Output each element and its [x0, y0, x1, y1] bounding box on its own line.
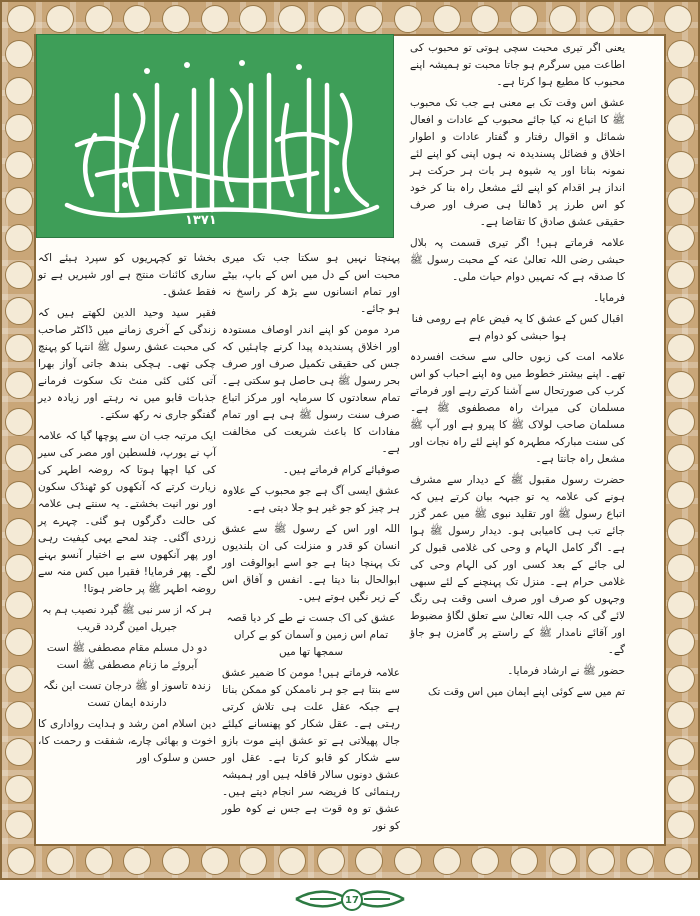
paragraph: عشق اس وقت تک بے معنی ہے جب تک محبوب ﷺ کا اتباع نہ کیا جائے محبوب کے عادات و افعال شمائل و اقوال رفتار و گفتار عادات و اطوار اخلاق و فضائل پسندیدہ نہ ہوں اپنی کو اپنے لئے نمونہ بنانا اور یہ شیوہ ہر بات ہر حرکت ہر انداز ہر اقدام کو اپنے لئے مشعل راہ بنا کر خود کو اس طرز پر ڈھالنا ہی صرف اور صرف حقیقی عشق صادق کا تقاضا ہے۔: [410, 97, 625, 228]
paragraph: یعنی اگر تیری محبت سچی ہوتی تو محبوب کی اطاعت میں سرگرم ہو جاتا محبت تو ہمیشہ اپنے محبوب کا مطیع ہوا کرتا ہے۔: [410, 42, 625, 88]
border-tile: [667, 738, 695, 766]
border-tile: [667, 481, 695, 509]
paragraph: فرمایا۔: [593, 292, 625, 304]
border-tile: [5, 77, 33, 105]
border-tile: [239, 847, 267, 875]
paragraph: مرد مومن کو اپنے اندر اوصاف مستودہ اور اخلاق پسندیدہ پیدا کرنے چاہئیں کہ جس کی حقیقی تکمیل صرف اور صرف بحر رسول ﷺ ہی حاصل ہو سکتی ہے۔ تمام سعادتوں کا سرمایہ اور مرکز اتباع صرف سنت رسول ﷺ ہی ہے اور تمام مفادات کا باعث شریعت کی مخالفت ہے۔: [222, 324, 400, 455]
border-tile: [5, 224, 33, 252]
border-tile: [667, 334, 695, 362]
calligraphy-artwork-icon: [37, 35, 394, 238]
border-tile: [5, 371, 33, 399]
paragraph: علامہ فرماتے ہیں! اگر تیری قسمت پہ بلال حبشی رضی اللہ تعالیٰ عنہ کے محبت رسول ﷺ کا صدقہ ہے کہ تمہیں دوام حیات ملی۔: [410, 237, 625, 283]
paragraph: تم میں سے کوئی اپنے ایمان میں اس وقت تک: [427, 686, 625, 698]
border-tile: [664, 5, 692, 33]
border-tile: [5, 408, 33, 436]
border-tile: [5, 775, 33, 803]
verse: عشق کی اک جست نے طے کر دیا قصہ تمام اس زمین و آسمان کو بے کراں سمجھا تھا میں: [226, 612, 396, 658]
border-tile: [46, 5, 74, 33]
border-tile: [5, 591, 33, 619]
border-tile: [667, 77, 695, 105]
border-tile: [5, 187, 33, 215]
border-tile: [667, 261, 695, 289]
border-tile: [667, 444, 695, 472]
calligraphy-banner: [36, 34, 394, 238]
paragraph: اللہ اور اس کے رسول ﷺ سے عشق انسان کو قدر و منزلت کی ان بلندیوں تک پہنچا دیتا ہے جو اسے ابوالوقت اور ابوالحال بنا دیتا ہے۔ انفس و آفاق اس کے زیر نگیں ہوتے ہیں۔: [222, 523, 400, 603]
paragraph: حضرت رسول مقبول ﷺ کے دیدار سے مشرف ہونے کی علامہ یہ تو جیہہ بیان کرتے ہیں کہ اتباع رسول ﷺ اور تقلید نبوی ﷺ میں عمر گزر جائے تب ہی کامیابی ہو۔ دیدار رسول ﷺ ہوا ہے۔ اگر کامل الہام و وحی کی غلامی قبول کر لی جائے کے بعد کسی اور کی الہام وحی کی غلامی حرام ہے۔ منزل تک پہنچنے کے لئے سبھی وجہوں کو صرف اور صرف اسی وقت ہی رنگ لائے گی کہ جب اللہ تعالیٰ سے تعلق لگاؤ مضبوط اور آقائے نامدار ﷺ کے راستے پر گامزن ہو جاؤ گے۔: [410, 474, 625, 656]
paragraph: پہنچتا نہیں ہو سکتا جب تک میری محبت اس کے دل میں اس کے باپ، بیٹے اور تمام انسانوں سے بڑھ کر راسخ نہ ہو جائے۔: [222, 252, 400, 315]
border-tile: [433, 847, 461, 875]
border-tile: [5, 297, 33, 325]
border-tile: [587, 847, 615, 875]
border-tile: [587, 5, 615, 33]
border-tile: [85, 847, 113, 875]
border-tile: [667, 114, 695, 142]
border-tile: [317, 847, 345, 875]
border-tile: [317, 5, 345, 33]
border-tile: [5, 628, 33, 656]
border-tile: [549, 5, 577, 33]
border-tile: [667, 665, 695, 693]
border-tile: [667, 187, 695, 215]
border-tile: [5, 811, 33, 839]
border-right-tiles: [664, 36, 698, 844]
border-tile: [239, 5, 267, 33]
border-tile: [667, 591, 695, 619]
paragraph: علامہ امت کی زبوں حالی سے سخت افسردہ تھے۔ اپنے بیشتر خطوط میں وہ اپنے احباب کو اس کرب کی صورتحال سے آشنا کرتے رہے اور فرماتے مسلمان کی میراث راہ مصطفوی ﷺ ہے۔ مسلمان صاحب لولاک ﷺ کا پیرو ہے اور آپ ﷺ کی سنت مبارکہ مطہرہ کو اپنے لئے راہ نجات اور مشعل راہ جانتا ہے۔: [410, 351, 625, 465]
border-tile: [7, 5, 35, 33]
border-tile: [201, 5, 229, 33]
border-tile: [46, 847, 74, 875]
border-tile: [5, 554, 33, 582]
border-tile: [5, 151, 33, 179]
border-bottom-tiles: [2, 844, 698, 878]
border-tile: [667, 554, 695, 582]
border-tile: [549, 847, 577, 875]
border-tile: [667, 40, 695, 68]
border-tile: [667, 811, 695, 839]
border-tile: [162, 5, 190, 33]
border-tile: [667, 297, 695, 325]
page-number: 17: [341, 889, 363, 911]
paragraph: صوفیائے کرام فرماتے ہیں۔: [282, 464, 400, 476]
border-tile: [667, 628, 695, 656]
paragraph: دین اسلام امن رشد و ہدایت رواداری کا اخوت و بھائی چارے، شفقت و رحمت کا، حسن و سلوک اور: [38, 718, 216, 764]
border-tile: [355, 847, 383, 875]
border-tile: [510, 5, 538, 33]
border-tile: [5, 738, 33, 766]
article-column-middle: [222, 250, 400, 840]
border-tile: [667, 224, 695, 252]
border-tile: [5, 444, 33, 472]
border-tile: [7, 847, 35, 875]
border-tile: [123, 5, 151, 33]
border-tile: [667, 775, 695, 803]
border-tile: [667, 151, 695, 179]
border-tile: [5, 334, 33, 362]
border-tile: [5, 665, 33, 693]
border-tile: [667, 371, 695, 399]
border-left-tiles: [2, 36, 36, 844]
border-tile: [85, 5, 113, 33]
border-tile: [667, 408, 695, 436]
border-tile: [5, 518, 33, 546]
verse: دو دل مسلم مقام مصطفی ﷺ است آبروئے ما زنام مصطفی ﷺ است: [46, 642, 208, 671]
border-tile: [394, 847, 422, 875]
border-tile: [278, 847, 306, 875]
verse: ہر کہ از سر نبی ﷺ گیرد نصیب ہم بہ جبریل امین گردد قریب: [42, 604, 212, 633]
border-tile: [626, 847, 654, 875]
border-tile: [433, 5, 461, 33]
border-tile: [664, 847, 692, 875]
border-tile: [5, 701, 33, 729]
border-tile: [394, 5, 422, 33]
verse: اقبال کس کے عشق کا یہ فیض عام ہے رومی فنا ہوا حبشی کو دوام ہے: [411, 313, 624, 342]
paragraph: بخشا تو کچہریوں کو سپرد ہیئے اکہ ساری کائنات منتج ہے اور شیریں ہے تو فقط عشق۔: [38, 252, 216, 298]
border-tile: [667, 701, 695, 729]
border-tile: [5, 261, 33, 289]
border-tile: [201, 847, 229, 875]
article-column-right: [410, 40, 625, 840]
verse: زندہ تاسوز او ﷺ درجان تست این نگہ دارندہ ایمان تست: [43, 680, 211, 709]
article-column-left: [38, 250, 216, 840]
border-tile: [123, 847, 151, 875]
border-tile: [471, 847, 499, 875]
border-tile: [471, 5, 499, 33]
border-tile: [5, 40, 33, 68]
paragraph: عشق ایسی آگ ہے جو محبوب کے علاوہ ہر چیز کو جو غیر ہو جلا دیتی ہے۔: [222, 485, 400, 514]
border-tile: [5, 114, 33, 142]
banner-year: ۱۳۷۱: [185, 213, 217, 228]
border-tile: [5, 481, 33, 509]
paragraph: حضور ﷺ نے ارشاد فرمایا۔: [507, 665, 625, 677]
border-top-tiles: [2, 2, 698, 36]
border-tile: [162, 847, 190, 875]
paragraph: ایک مرتبہ جب ان سے پوچھا گیا کہ علامہ آپ نے یورپ، فلسطین اور مصر کی سیر کی کیا اچھا ہوتا کہ روضہ اطہر کی زیارت کرتے کہ آنکھوں کو ٹھنڈک سکون اور نور انیت بخشتے۔ یہ سنتے ہی علامہ کی حالت دگرگوں ہو گئی۔ چہرے پر زردی آگئی۔ چند لمحے یہی کیفیت رہی اور پھر آنکھوں سے بے اختیار آنسو بہنے لگے۔ پھر فرمایا! فقیرا میں کس منہ سے روضہ اطہر ﷺ پر حاضر ہوتا!: [38, 430, 216, 595]
border-tile: [667, 518, 695, 546]
border-tile: [355, 5, 383, 33]
paragraph: علامہ فرماتے ہیں! مومن کا ضمیر عشق سے بنتا ہے جو ہر ناممکن کو ممکن بناتا ہے جبکہ عقل علت ہی تلاش کرتی رہتی ہے۔ عقل شکار کو پھنسانے کیلئے جال پھیلاتی ہے تو عشق اپنے موت بازو سے شکار کو قابو کرتا ہے۔ عقل اور عشق دونوں سالار قافلہ ہیں اور ہمیشہ رہنمائی کا فریضہ سر انجام دیتے ہیں۔ عشق تو وہ قوت ہے جس نے کوہ طور کو نور: [222, 667, 400, 832]
border-tile: [510, 847, 538, 875]
border-tile: [626, 5, 654, 33]
paragraph: فقیر سید وحید الدین لکھتے ہیں کہ زندگی کے آخری زمانے میں ڈاکٹر صاحب کی محبت عشق رسول ﷺ انتہا کو پہنچ چکی تھی۔ ہچکی بندھ جاتی آواز بھرا آتی کئی کئی منٹ تک سکوت فرمانے جذبات قابو میں نہ رہتے اور زیادہ دیر گفتگو جاری نہ رکھ سکتے۔: [38, 307, 216, 421]
border-tile: [278, 5, 306, 33]
